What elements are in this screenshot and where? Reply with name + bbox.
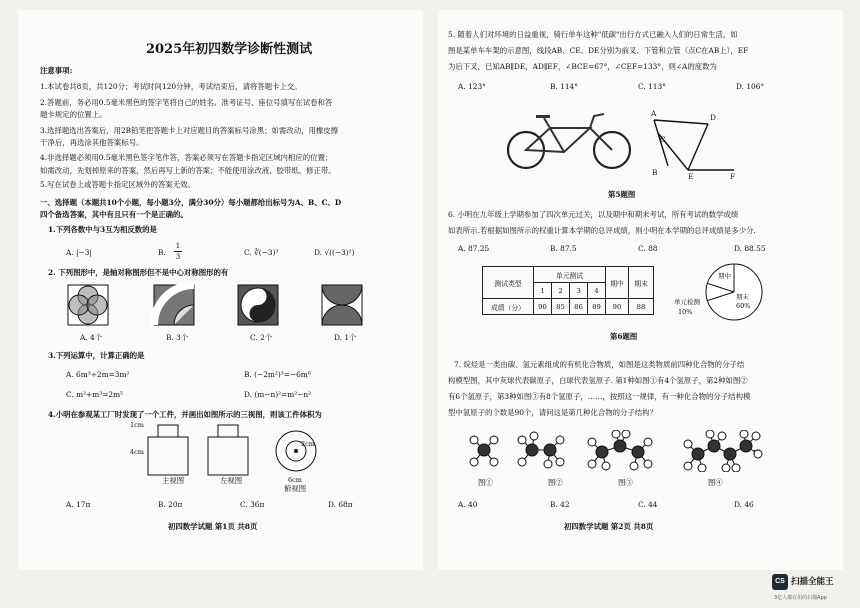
q6-pie-unit: 单元检测 — [674, 298, 700, 306]
q6-table-unit-num: 2 — [552, 283, 570, 299]
q6-pie-final-pct: 60% — [736, 302, 751, 310]
q6-table-score: 90 — [534, 299, 552, 315]
q6-table-score: 89 — [588, 299, 606, 315]
scanner-watermark — [772, 572, 860, 608]
q4-dim-2cm: 2cm — [301, 440, 315, 448]
q2-figure-flower — [68, 285, 108, 325]
q6-table-header-unit: 单元测试 — [534, 267, 606, 283]
q6-table-header-mid: 期中 — [606, 267, 629, 299]
q3-option-d: D. (m−n)²=m²−n² — [244, 390, 312, 399]
q4-label-top: 俯视图 — [284, 484, 307, 493]
q5-option-a: A. 123° — [458, 82, 486, 91]
exam-title: 2025年初四数学诊断性测试 — [146, 42, 313, 57]
q6-table-unit-num: 3 — [570, 283, 588, 299]
q3-option-b: B. (−2m²)³=−6m⁶ — [244, 370, 311, 379]
q1-option-c: C. ∛(−3)³ — [244, 248, 279, 257]
q6-table-score: 90 — [606, 299, 629, 315]
q5-point-e: E — [688, 172, 694, 181]
q1-fraction-den: 3 — [175, 253, 181, 261]
notice-line: 4.非选择题必须用0.5毫米黑色签字笔作答，答案必须写在答题卡指定区域内相应的位置； — [40, 153, 333, 162]
q4-option-c: C. 36π — [240, 500, 265, 509]
q7-stem-line: 7. 烷烃是一类由碳、氢元素组成的有机化合物质，如图是这类物质前四种化合物的分子结 — [454, 360, 745, 369]
section-heading: 一、选择题（本题共10个小题，每小题3分，满分30分）每小题都给出标号为A、B、C、D — [40, 198, 342, 207]
q5-point-d: D — [710, 113, 716, 122]
q6-pie-mid: 期中 — [718, 272, 731, 280]
q4-left-view — [208, 425, 248, 475]
q1-option-a: A. |−3| — [66, 248, 92, 257]
q7-stem-line: 构模型图，其中灰球代表碳原子，白球代表氢原子. 第1种如图①有4个氢原子，第2种如图② — [448, 376, 748, 385]
q5-point-c: C — [660, 135, 666, 144]
q4-label-left: 左视图 — [220, 476, 243, 485]
q6-table-score: 85 — [552, 299, 570, 315]
q6-score-table — [482, 266, 654, 315]
q2-option-c: C. 2个 — [250, 333, 273, 342]
q6-weight-pie — [704, 262, 764, 322]
q6-table-unit-num: 4 — [588, 283, 606, 299]
q2-option-d: D. 1个 — [334, 333, 357, 342]
q5-option-c: C. 113° — [638, 82, 666, 91]
q7-stem-line: 有6个氢原子，第3种如图③有8个氢原子，……，按照这一规律，有一种化合物的分子结构模 — [448, 392, 751, 401]
q7-fig-label: 图③ — [618, 478, 633, 487]
q7-option-d: D. 46 — [734, 500, 754, 509]
q2-figure-yinyang — [238, 285, 278, 325]
q4-dim-4cm: 4cm — [130, 448, 144, 456]
q1-option-d: D. √((−3)²) — [314, 248, 355, 257]
q7-fig-label: 图④ — [708, 478, 723, 487]
q2-figures — [66, 283, 366, 329]
q2-figure-arcs — [154, 285, 194, 325]
q7-ellipsis: ··· — [753, 446, 761, 455]
q4-stem: 4.小明在参观某工厂时发现了一个工件，并画出如图所示的三视图，则该工件体积为 — [48, 410, 322, 419]
notice-line: 3.选择题选出答案后，用2B铅笔把答题卡上对应题目的答案标号涂黑；如需改动，用橡皮擦 — [40, 126, 339, 135]
q5-point-a: A — [651, 109, 657, 118]
q7-stem-line: 型中氢原子的个数是90个，请问这是第几种化合物的分子结构？ — [448, 408, 657, 417]
q5-frame-diagram — [648, 108, 748, 182]
notice-line: 题卡规定的位置上。 — [40, 110, 107, 119]
page-footer: 初四数学试题 第2页 共8页 — [564, 522, 654, 531]
q4-option-d: D. 68π — [328, 500, 353, 509]
q4-top-view — [276, 431, 316, 471]
q6-table-unit-num: 1 — [534, 283, 552, 299]
scanner-app-name: 扫描全能王 — [791, 577, 834, 587]
q6-table-score: 86 — [570, 299, 588, 315]
q6-option-d: D. 88.55 — [734, 244, 766, 253]
q3-stem: 3.下列运算中，计算正确的是 — [48, 351, 145, 360]
q4-label-front: 主视图 — [162, 476, 185, 485]
q7-fig-label: 图① — [478, 478, 493, 487]
q4-dim-6cm: 6cm — [288, 476, 302, 484]
scanner-tagline: 3亿人都在用的扫描App — [774, 595, 827, 601]
q6-table-score: 88 — [629, 299, 654, 315]
exam-page-2 — [438, 10, 843, 570]
notice-line: 2.答题前，务必用0.5毫米黑色的签字笔将自己的姓名、准考证号、座位号填写在试卷和答 — [40, 98, 333, 107]
q5-point-b: B — [652, 168, 658, 177]
q6-option-a: A. 87.25 — [458, 244, 490, 253]
q5-point-f: F — [730, 172, 736, 181]
q6-option-c: C. 88 — [638, 244, 658, 253]
q7-option-a: A. 40 — [458, 500, 478, 509]
q1-fraction-bar — [174, 251, 182, 252]
scanner-logo-icon: CS — [772, 574, 788, 590]
page-footer: 初四数学试题 第1页 共8页 — [168, 522, 258, 531]
q4-option-b: B. 20π — [158, 500, 183, 509]
q6-table-header-type: 测试类型 — [483, 267, 534, 299]
q4-dim-1cm: 1cm — [130, 421, 144, 429]
q3-option-c: C. m²+m³=2m⁵ — [66, 390, 124, 399]
q5-stem-line: 为后下叉，已知AB∥DE，AD∥EF，∠BCE=67°，∠CEF=133°，则∠A的度数为 — [448, 62, 717, 71]
q6-stem-line: 如表所示.若根据如图所示的权重计算本学期的总评成绩，则小明在本学期的总评成绩是多少分. — [448, 226, 756, 235]
q2-option-a: A. 4个 — [80, 333, 103, 342]
q5-option-b: B. 114° — [550, 82, 578, 91]
q5-option-d: D. 106° — [736, 82, 765, 91]
q7-option-b: B. 42 — [550, 500, 570, 509]
q6-pie-final: 期末 — [736, 293, 749, 301]
q3-option-a: A. 6m³÷2m=3m² — [66, 370, 130, 379]
q6-table-header-final: 期末 — [629, 267, 654, 299]
notice-line: 5.写在试卷上或答题卡指定区域外的答案无效。 — [40, 180, 195, 189]
q1-fraction-num: 1 — [175, 242, 181, 250]
q6-caption: 第6题图 — [610, 332, 638, 341]
q7-option-c: C. 44 — [638, 500, 658, 509]
q2-figure-crescent — [322, 285, 362, 325]
q2-option-b: B. 3个 — [166, 333, 189, 342]
q6-stem-line: 6. 小明在九年级上学期参加了四次单元过关，以及期中和期末考试，所有考试的数学成绩 — [448, 210, 739, 219]
q1-stem: 1.下列各数中与3互为相反数的是 — [48, 225, 157, 234]
q5-caption: 第5题图 — [608, 190, 636, 199]
notice-line: 1.本试卷共8页，共120分；考试时间120分钟，考试结束后，请将答题卡上交。 — [40, 82, 302, 91]
q4-three-views — [130, 423, 330, 477]
notice-heading: 注意事项: — [40, 66, 73, 75]
notice-line: 干净后，再选涂其他答案标号。 — [40, 138, 144, 147]
notice-line: 如需改动，先划掉原来的答案，然后再写上新的答案；不能使用涂改液、胶带纸、修正带。 — [40, 166, 336, 175]
q2-stem: 2. 下列图形中，是轴对称图形但不是中心对称图形的有 — [48, 268, 229, 277]
q1-option-b: B. — [158, 248, 166, 257]
exam-page-1 — [18, 10, 423, 570]
q6-table-row-label: 成绩（分） — [483, 299, 534, 315]
q5-bicycle-photo — [504, 110, 644, 174]
q5-stem-line: 5. 随着人们对环境的日益重视，骑行单车这种"低碳"出行方式已融入人们的日常生活，如 — [448, 30, 738, 39]
section-heading: 四个备选答案，其中有且只有一个是正确的。 — [40, 210, 188, 219]
q5-stem-line: 图是某单车车架的示意图，线段AB、CE、DE分别为前叉、下管和立管（点C在AB上），EF — [448, 46, 749, 55]
q6-option-b: B. 87.5 — [550, 244, 577, 253]
q7-fig-label: 图② — [548, 478, 563, 487]
q6-pie-unit-pct: 10% — [678, 308, 693, 316]
q4-front-view — [148, 425, 188, 475]
q4-option-a: A. 17π — [66, 500, 91, 509]
